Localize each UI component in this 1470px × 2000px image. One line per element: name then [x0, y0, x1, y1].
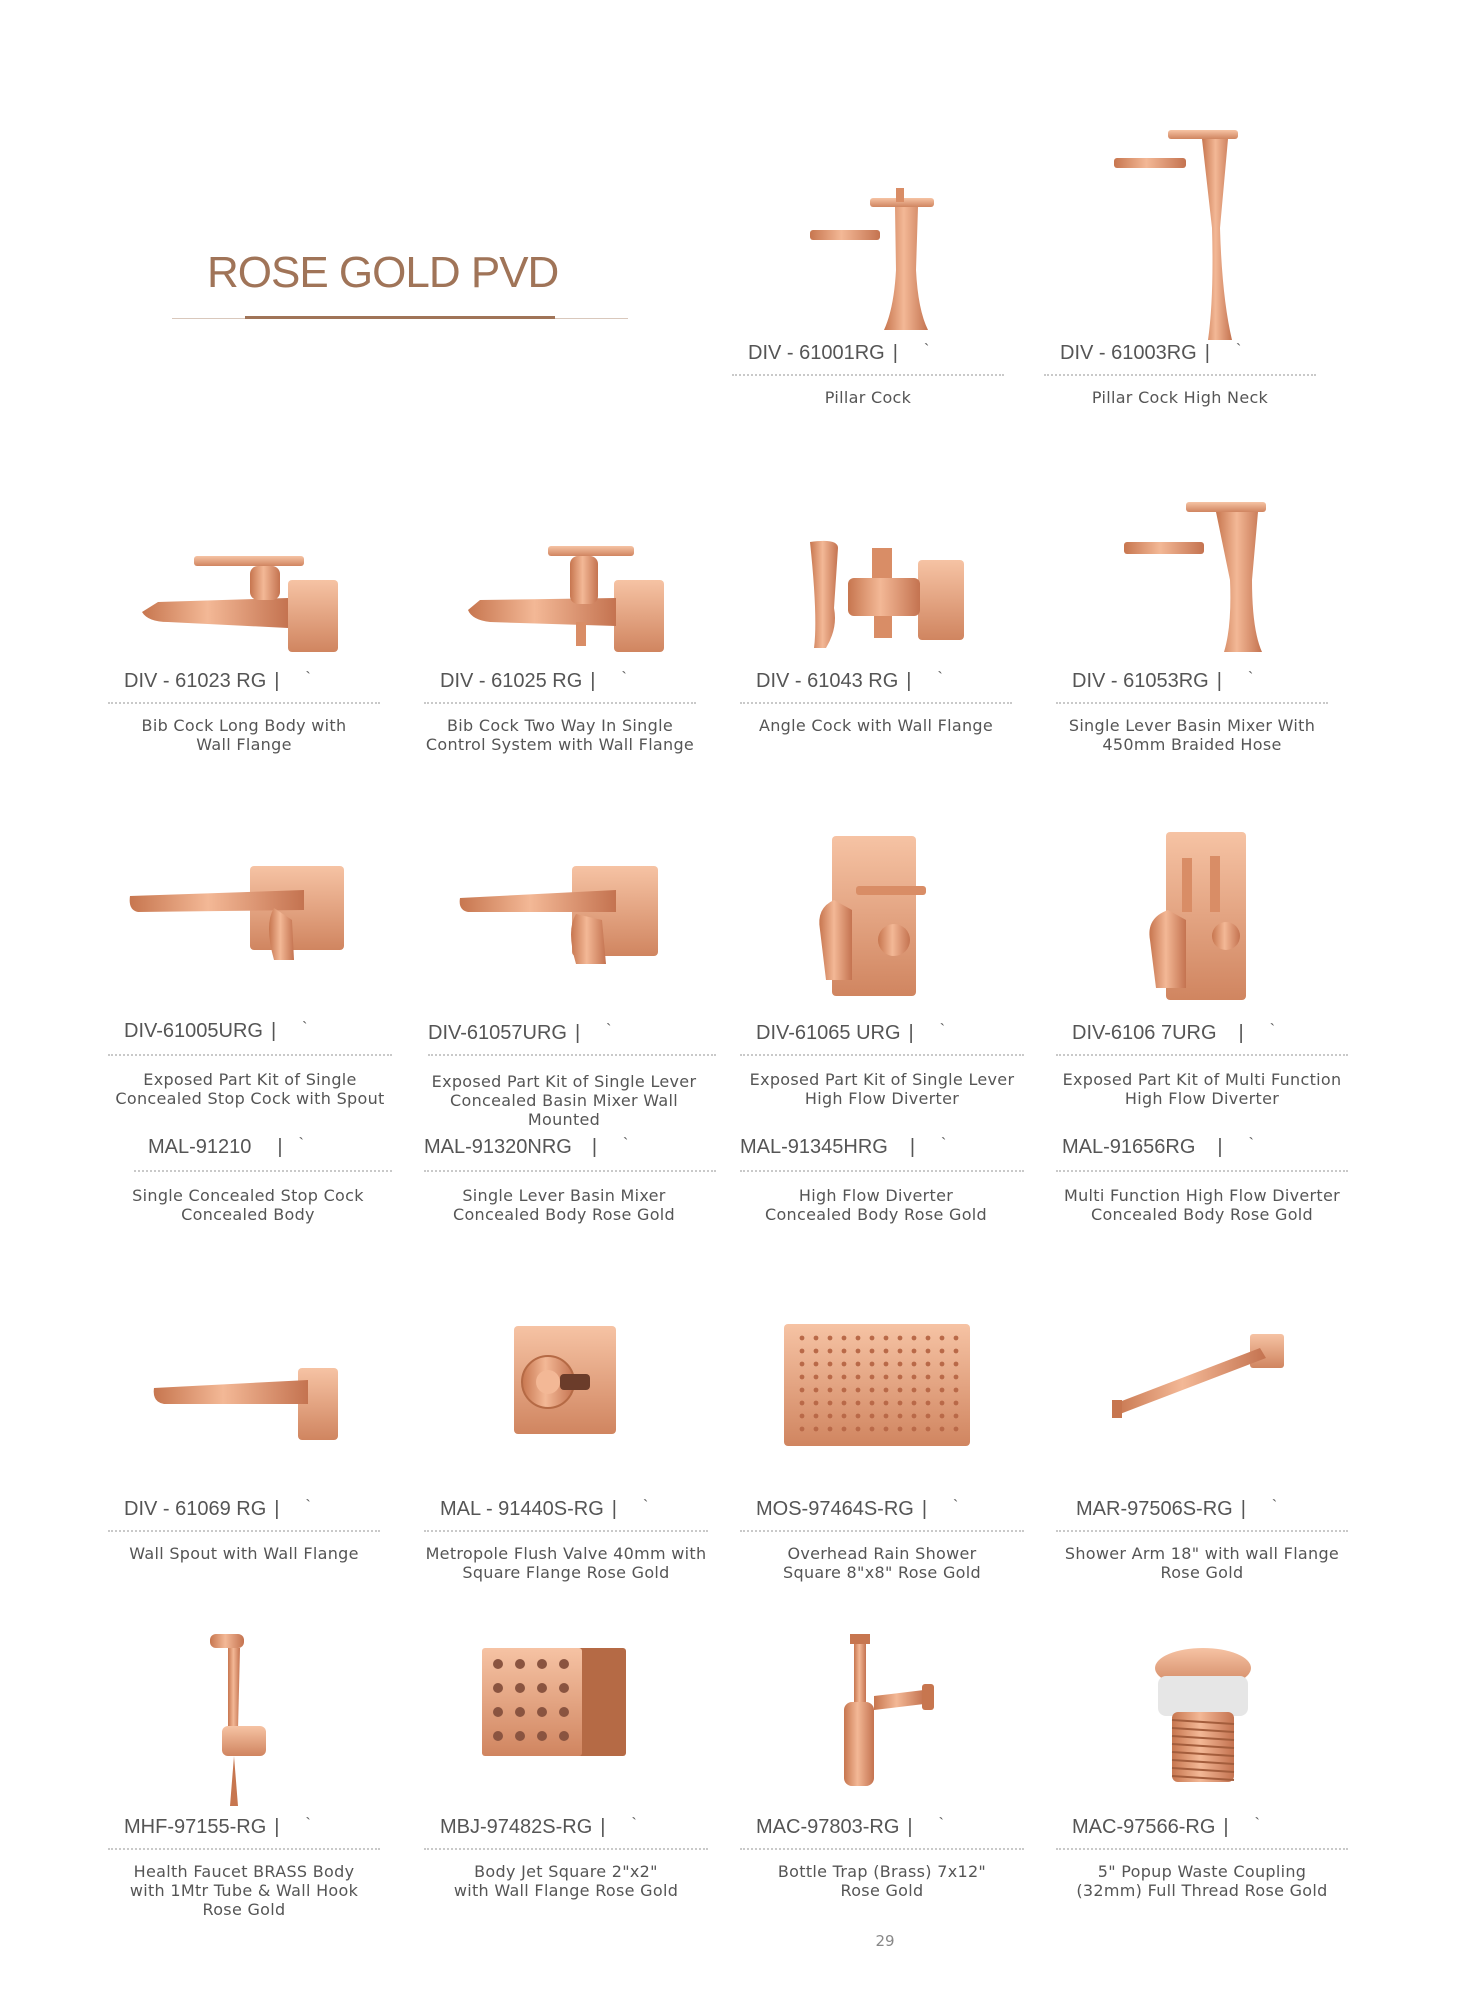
- jet-nozzle-dot: [559, 1683, 569, 1693]
- product-description: High Flow Diverter Concealed Body Rose Gold: [765, 1186, 987, 1224]
- bib-cock-two-way-icon: [466, 540, 676, 660]
- flush-valve-icon: [510, 1322, 620, 1438]
- nozzle-dot: [842, 1414, 847, 1419]
- tick-mark: `: [623, 1136, 629, 1153]
- dotted-divider: [732, 374, 1004, 376]
- nozzle-dot: [800, 1362, 805, 1367]
- shower-arm-icon: [1110, 1330, 1290, 1420]
- product-code-row: [424, 1816, 708, 1839]
- separator: |: [591, 1136, 598, 1158]
- nozzle-dot: [800, 1336, 805, 1341]
- product-card: [108, 1620, 380, 1920]
- jet-nozzle-dot: [537, 1707, 547, 1717]
- product-description: Multi Function High Flow Diverter Concealed Body Rose Gold: [1063, 1186, 1341, 1224]
- nozzle-dot: [870, 1349, 875, 1354]
- nozzle-dot: [954, 1375, 959, 1380]
- jet-nozzle-dot: [515, 1659, 525, 1669]
- nozzle-dot: [842, 1388, 847, 1393]
- nozzle-dot: [842, 1375, 847, 1380]
- nozzle-dot: [954, 1427, 959, 1432]
- bib-cock-icon: [138, 550, 348, 660]
- tick-mark: `: [1254, 1816, 1260, 1833]
- product-description: Bib Cock Long Body with Wall Flange: [141, 716, 347, 754]
- nozzle-dot: [898, 1414, 903, 1419]
- product-card: [412, 840, 716, 1240]
- nozzle-dot: [870, 1336, 875, 1341]
- basin-mixer-icon: [1120, 500, 1280, 660]
- tick-mark: `: [939, 1022, 946, 1039]
- product-card: [424, 1300, 708, 1600]
- dotted-divider: [428, 1054, 716, 1056]
- product-code-row: [412, 1022, 716, 1045]
- nozzle-dot: [940, 1388, 945, 1393]
- popup-waste-icon: [1148, 1646, 1258, 1786]
- tick-mark: `: [305, 1498, 311, 1515]
- nozzle-dot: [870, 1362, 875, 1367]
- product-code-row: [1056, 670, 1328, 693]
- product-description: Body Jet Square 2"x2" with Wall Flange Rose Gold: [453, 1862, 679, 1900]
- product-description: Pillar Cock High Neck: [1091, 388, 1269, 407]
- nozzle-dot: [898, 1427, 903, 1432]
- nozzle-dot: [856, 1349, 861, 1354]
- nozzle-dot: [926, 1388, 931, 1393]
- product-description: Angle Cock with Wall Flange: [758, 716, 994, 735]
- nozzle-dot: [800, 1349, 805, 1354]
- nozzle-dot: [940, 1414, 945, 1419]
- nozzle-dot: [814, 1414, 819, 1419]
- rain-shower-icon: [782, 1322, 972, 1448]
- nozzle-dot: [856, 1414, 861, 1419]
- dotted-divider: [424, 702, 696, 704]
- tick-mark: `: [298, 1136, 304, 1153]
- nozzle-dot: [814, 1401, 819, 1406]
- separator: |: [892, 342, 898, 364]
- wall-basin-mixer-icon: [456, 860, 666, 970]
- product-description: 5" Popup Waste Coupling (32mm) Full Thread Rose Gold: [1076, 1862, 1328, 1900]
- nozzle-dot: [870, 1427, 875, 1432]
- nozzle-dot: [856, 1401, 861, 1406]
- nozzle-dot: [912, 1388, 917, 1393]
- product-code: MAR-97506S-RG: [1076, 1498, 1233, 1520]
- nozzle-dot: [912, 1336, 917, 1341]
- separator: |: [590, 670, 596, 692]
- product-card: [424, 1620, 708, 1920]
- nozzle-dot: [912, 1414, 917, 1419]
- product-card: [1056, 1620, 1348, 1920]
- product-code: MOS-97464S-RG: [756, 1498, 914, 1520]
- product-card: [740, 1620, 1024, 1920]
- nozzle-dot: [856, 1388, 861, 1393]
- separator: |: [1238, 1022, 1244, 1044]
- product-card: [732, 170, 1004, 420]
- separator: |: [274, 670, 280, 692]
- product-code-row: [1056, 1498, 1348, 1521]
- product-code: MAL-91656RG: [1062, 1136, 1196, 1158]
- product-card: [740, 500, 1012, 760]
- nozzle-dot: [926, 1336, 931, 1341]
- product-card: [108, 500, 380, 760]
- product-card: [740, 1300, 1024, 1600]
- diverter-icon: [800, 830, 950, 1000]
- dotted-divider: [108, 702, 380, 704]
- heading-accent-rule: [245, 316, 555, 319]
- separator: |: [270, 1020, 277, 1042]
- tick-mark: `: [1271, 1498, 1278, 1515]
- separator: |: [908, 1022, 914, 1044]
- nozzle-dot: [954, 1388, 959, 1393]
- nozzle-dot: [828, 1388, 833, 1393]
- nozzle-dot: [954, 1362, 959, 1367]
- dotted-divider: [740, 1530, 1024, 1532]
- product-card: [1044, 170, 1316, 420]
- jet-nozzle-dot: [493, 1683, 503, 1693]
- product-code-row: [740, 1816, 1024, 1839]
- nozzle-dot: [898, 1362, 903, 1367]
- body-jet-icon: [480, 1644, 630, 1760]
- jet-nozzle-dot: [493, 1731, 503, 1741]
- product-code-row: [108, 1816, 380, 1839]
- product-description: Single Lever Basin Mixer Concealed Body Rose Gold: [453, 1186, 675, 1224]
- product-code: MBJ-97482S-RG: [440, 1816, 593, 1838]
- nozzle-dot: [842, 1401, 847, 1406]
- nozzle-dot: [814, 1427, 819, 1432]
- nozzle-dot: [884, 1388, 889, 1393]
- product-card: [1056, 830, 1348, 1240]
- nozzle-dot: [940, 1336, 945, 1341]
- nozzle-dot: [940, 1362, 945, 1367]
- product-card: [1056, 500, 1328, 760]
- product-code-row: [732, 342, 1004, 365]
- nozzle-dot: [884, 1401, 889, 1406]
- tick-mark: `: [937, 670, 943, 687]
- product-code-row: [108, 1498, 380, 1521]
- nozzle-dot: [814, 1362, 819, 1367]
- jet-nozzle-dot: [537, 1659, 547, 1669]
- product-code: DIV-61065 URG: [756, 1022, 901, 1044]
- nozzle-dot: [870, 1388, 875, 1393]
- jet-nozzle-dot: [515, 1707, 525, 1717]
- tick-mark: `: [302, 1020, 308, 1037]
- nozzle-dot: [926, 1375, 931, 1380]
- product-code-row: [740, 1136, 1024, 1159]
- product-description: Exposed Part Kit of Multi Function High Flow Diverter: [1062, 1070, 1342, 1108]
- separator: |: [574, 1022, 581, 1044]
- nozzle-dot: [912, 1362, 917, 1367]
- tick-mark: `: [923, 342, 930, 359]
- separator: |: [921, 1498, 928, 1520]
- separator: |: [274, 1816, 280, 1838]
- product-code-row: [740, 670, 1012, 693]
- jet-nozzle-dot: [537, 1683, 547, 1693]
- nozzle-dot: [884, 1427, 889, 1432]
- product-code-row: [424, 1498, 708, 1521]
- product-description: Bottle Trap (Brass) 7x12" Rose Gold: [777, 1862, 987, 1900]
- product-code: MAL-91320NRG: [424, 1136, 572, 1158]
- nozzle-dot: [842, 1349, 847, 1354]
- separator: |: [907, 1816, 913, 1838]
- product-code: MHF-97155-RG: [124, 1816, 267, 1838]
- nozzle-dot: [926, 1414, 931, 1419]
- nozzle-dot: [828, 1414, 833, 1419]
- jet-nozzle-dot: [515, 1683, 525, 1693]
- separator: |: [909, 1136, 916, 1158]
- dotted-divider: [1056, 702, 1328, 704]
- nozzle-dot: [800, 1388, 805, 1393]
- jet-nozzle-dot: [493, 1659, 503, 1669]
- separator: |: [1216, 670, 1222, 692]
- product-code-row: [1056, 1022, 1348, 1045]
- product-code-row: [108, 670, 380, 693]
- product-code-row: [1056, 1136, 1348, 1159]
- nozzle-dot: [828, 1401, 833, 1406]
- separator: |: [1204, 342, 1210, 364]
- separator: |: [277, 1136, 283, 1158]
- jet-nozzle-dot: [559, 1731, 569, 1741]
- product-description: Single Concealed Stop Cock Concealed Body: [132, 1186, 364, 1224]
- nozzle-dot: [842, 1362, 847, 1367]
- nozzle-dot: [828, 1375, 833, 1380]
- product-code: MAC-97566-RG: [1072, 1816, 1216, 1838]
- product-code: MAL-91210: [148, 1136, 252, 1158]
- nozzle-dot: [926, 1401, 931, 1406]
- product-code-row: [740, 1498, 1024, 1521]
- dotted-divider: [134, 1170, 392, 1172]
- nozzle-dot: [814, 1375, 819, 1380]
- product-code-row: [108, 1136, 392, 1159]
- nozzle-dot: [884, 1336, 889, 1341]
- product-code-row: [108, 1020, 392, 1043]
- separator: |: [600, 1816, 606, 1838]
- product-description: Single Lever Basin Mixer With 450mm Braided Hose: [1068, 716, 1316, 754]
- product-code-row: [412, 1136, 716, 1159]
- product-code: DIV - 61053RG: [1072, 670, 1209, 692]
- tick-mark: `: [941, 1136, 947, 1153]
- nozzle-dot: [954, 1401, 959, 1406]
- page-number: 29: [875, 1932, 895, 1950]
- dotted-divider: [424, 1848, 708, 1850]
- nozzle-dot: [856, 1427, 861, 1432]
- tick-mark: `: [305, 670, 311, 687]
- nozzle-dot: [800, 1401, 805, 1406]
- product-code: DIV - 61003RG: [1060, 342, 1197, 364]
- nozzle-dot: [926, 1362, 931, 1367]
- dotted-divider: [108, 1848, 380, 1850]
- product-description: Bib Cock Two Way In Single Control System with Wall Flange: [425, 716, 695, 754]
- nozzle-dot: [926, 1427, 931, 1432]
- product-code-row: [1044, 342, 1316, 365]
- separator: |: [1240, 1498, 1246, 1520]
- section-title: ROSE GOLD PVD: [207, 248, 559, 297]
- dotted-divider: [424, 1170, 716, 1172]
- bottle-trap-icon: [834, 1632, 944, 1792]
- nozzle-dot: [898, 1388, 903, 1393]
- nozzle-dot: [828, 1349, 833, 1354]
- product-description: Exposed Part Kit of Single Lever High Flow Diverter: [749, 1070, 1015, 1108]
- tick-mark: `: [1247, 670, 1254, 687]
- nozzle-dot: [954, 1336, 959, 1341]
- nozzle-dot: [940, 1349, 945, 1354]
- dotted-divider: [108, 1054, 392, 1056]
- nozzle-dot: [912, 1401, 917, 1406]
- nozzle-dot: [814, 1349, 819, 1354]
- product-card: [424, 500, 696, 760]
- nozzle-dot: [856, 1375, 861, 1380]
- nozzle-dot: [940, 1375, 945, 1380]
- separator: |: [611, 1498, 617, 1520]
- nozzle-dot: [926, 1349, 931, 1354]
- multi-diverter-icon: [1116, 828, 1266, 1008]
- nozzle-dot: [884, 1375, 889, 1380]
- jet-nozzle-dot: [515, 1731, 525, 1741]
- nozzle-dot: [842, 1336, 847, 1341]
- jet-nozzle-dot: [559, 1707, 569, 1717]
- tick-mark: `: [631, 1816, 637, 1833]
- tick-mark: `: [953, 1498, 959, 1515]
- product-card: [108, 1300, 380, 1600]
- jet-nozzle-dot: [537, 1731, 547, 1741]
- nozzle-dot: [940, 1427, 945, 1432]
- nozzle-dot: [856, 1336, 861, 1341]
- stop-cock-spout-icon: [124, 860, 354, 970]
- product-code: DIV-61005URG: [124, 1020, 263, 1042]
- dotted-divider: [740, 702, 1012, 704]
- product-code: MAL - 91440S-RG: [440, 1498, 604, 1520]
- angle-cock-icon: [808, 538, 968, 658]
- nozzle-dot: [940, 1401, 945, 1406]
- tick-mark: `: [1248, 1136, 1254, 1153]
- product-code-row: [424, 670, 696, 693]
- nozzle-dot: [954, 1349, 959, 1354]
- product-description: Health Faucet BRASS Body with 1Mtr Tube & Wall Hook Rose Gold: [129, 1862, 359, 1919]
- product-code: MAC-97803-RG: [756, 1816, 900, 1838]
- product-code: DIV - 61023 RG: [124, 670, 267, 692]
- nozzle-dot: [800, 1414, 805, 1419]
- dotted-divider: [1056, 1530, 1348, 1532]
- nozzle-dot: [954, 1414, 959, 1419]
- tick-mark: `: [938, 1816, 944, 1833]
- nozzle-dot: [828, 1427, 833, 1432]
- product-description: Metropole Flush Valve 40mm with Square Flange Rose Gold: [425, 1544, 707, 1582]
- product-code: DIV - 61025 RG: [440, 670, 583, 692]
- product-code: MAL-91345HRG: [740, 1136, 888, 1158]
- nozzle-dot: [898, 1375, 903, 1380]
- nozzle-dot: [800, 1427, 805, 1432]
- product-description: Pillar Cock: [824, 388, 912, 407]
- tick-mark: `: [606, 1022, 612, 1039]
- nozzle-dot: [800, 1375, 805, 1380]
- tick-mark: `: [305, 1816, 311, 1833]
- product-code: DIV - 61069 RG: [124, 1498, 267, 1520]
- nozzle-dot: [814, 1388, 819, 1393]
- dotted-divider: [1056, 1054, 1348, 1056]
- separator: |: [906, 670, 912, 692]
- nozzle-dot: [828, 1362, 833, 1367]
- separator: |: [274, 1498, 280, 1520]
- nozzle-dot: [870, 1401, 875, 1406]
- nozzle-dot: [828, 1336, 833, 1341]
- product-description: Exposed Part Kit of Single Lever Concealed Basin Mixer Wall Mounted: [431, 1072, 697, 1129]
- nozzle-dot: [884, 1362, 889, 1367]
- jet-nozzle-dot: [493, 1707, 503, 1717]
- product-description: Overhead Rain Shower Square 8"x8" Rose Gold: [783, 1544, 981, 1582]
- pillar-cock-high-neck-icon: [1108, 128, 1248, 348]
- jet-nozzle-dot: [559, 1659, 569, 1669]
- product-card: [740, 830, 1024, 1240]
- nozzle-dot: [912, 1427, 917, 1432]
- product-code: DIV-61057URG: [428, 1022, 567, 1044]
- product-code: DIV-6106 7URG: [1072, 1022, 1217, 1044]
- separator: |: [1223, 1816, 1229, 1838]
- tick-mark: `: [1235, 342, 1242, 359]
- wall-spout-icon: [148, 1360, 348, 1450]
- pillar-cock-icon: [800, 180, 940, 340]
- nozzle-dot: [898, 1401, 903, 1406]
- health-faucet-icon: [204, 1630, 284, 1810]
- nozzle-dot: [856, 1362, 861, 1367]
- nozzle-dot: [912, 1349, 917, 1354]
- dotted-divider: [740, 1054, 1024, 1056]
- tick-mark: `: [1269, 1022, 1276, 1039]
- product-description: Shower Arm 18" with wall Flange Rose Gold: [1064, 1544, 1340, 1582]
- nozzle-dot: [912, 1375, 917, 1380]
- dotted-divider: [108, 1530, 380, 1532]
- dotted-divider: [1044, 374, 1316, 376]
- tick-mark: `: [642, 1498, 649, 1515]
- product-code: DIV - 61001RG: [748, 342, 885, 364]
- product-card: [108, 840, 392, 1240]
- product-description: Wall Spout with Wall Flange: [129, 1544, 359, 1563]
- separator: |: [1217, 1136, 1223, 1158]
- nozzle-dot: [898, 1336, 903, 1341]
- product-card: [1056, 1300, 1348, 1600]
- dotted-divider: [1056, 1170, 1348, 1172]
- product-code-row: [740, 1022, 1024, 1045]
- dotted-divider: [424, 1530, 708, 1532]
- nozzle-dot: [870, 1375, 875, 1380]
- product-description: Exposed Part Kit of Single Concealed Stop Cock with Spout: [115, 1070, 385, 1108]
- nozzle-dot: [842, 1427, 847, 1432]
- tick-mark: `: [621, 670, 627, 687]
- product-code: DIV - 61043 RG: [756, 670, 899, 692]
- dotted-divider: [1056, 1848, 1348, 1850]
- product-code-row: [1056, 1816, 1348, 1839]
- nozzle-dot: [814, 1336, 819, 1341]
- nozzle-dot: [884, 1349, 889, 1354]
- dotted-divider: [740, 1170, 1024, 1172]
- nozzle-dot: [884, 1414, 889, 1419]
- dotted-divider: [740, 1848, 1024, 1850]
- nozzle-dot: [898, 1349, 903, 1354]
- nozzle-dot: [870, 1414, 875, 1419]
